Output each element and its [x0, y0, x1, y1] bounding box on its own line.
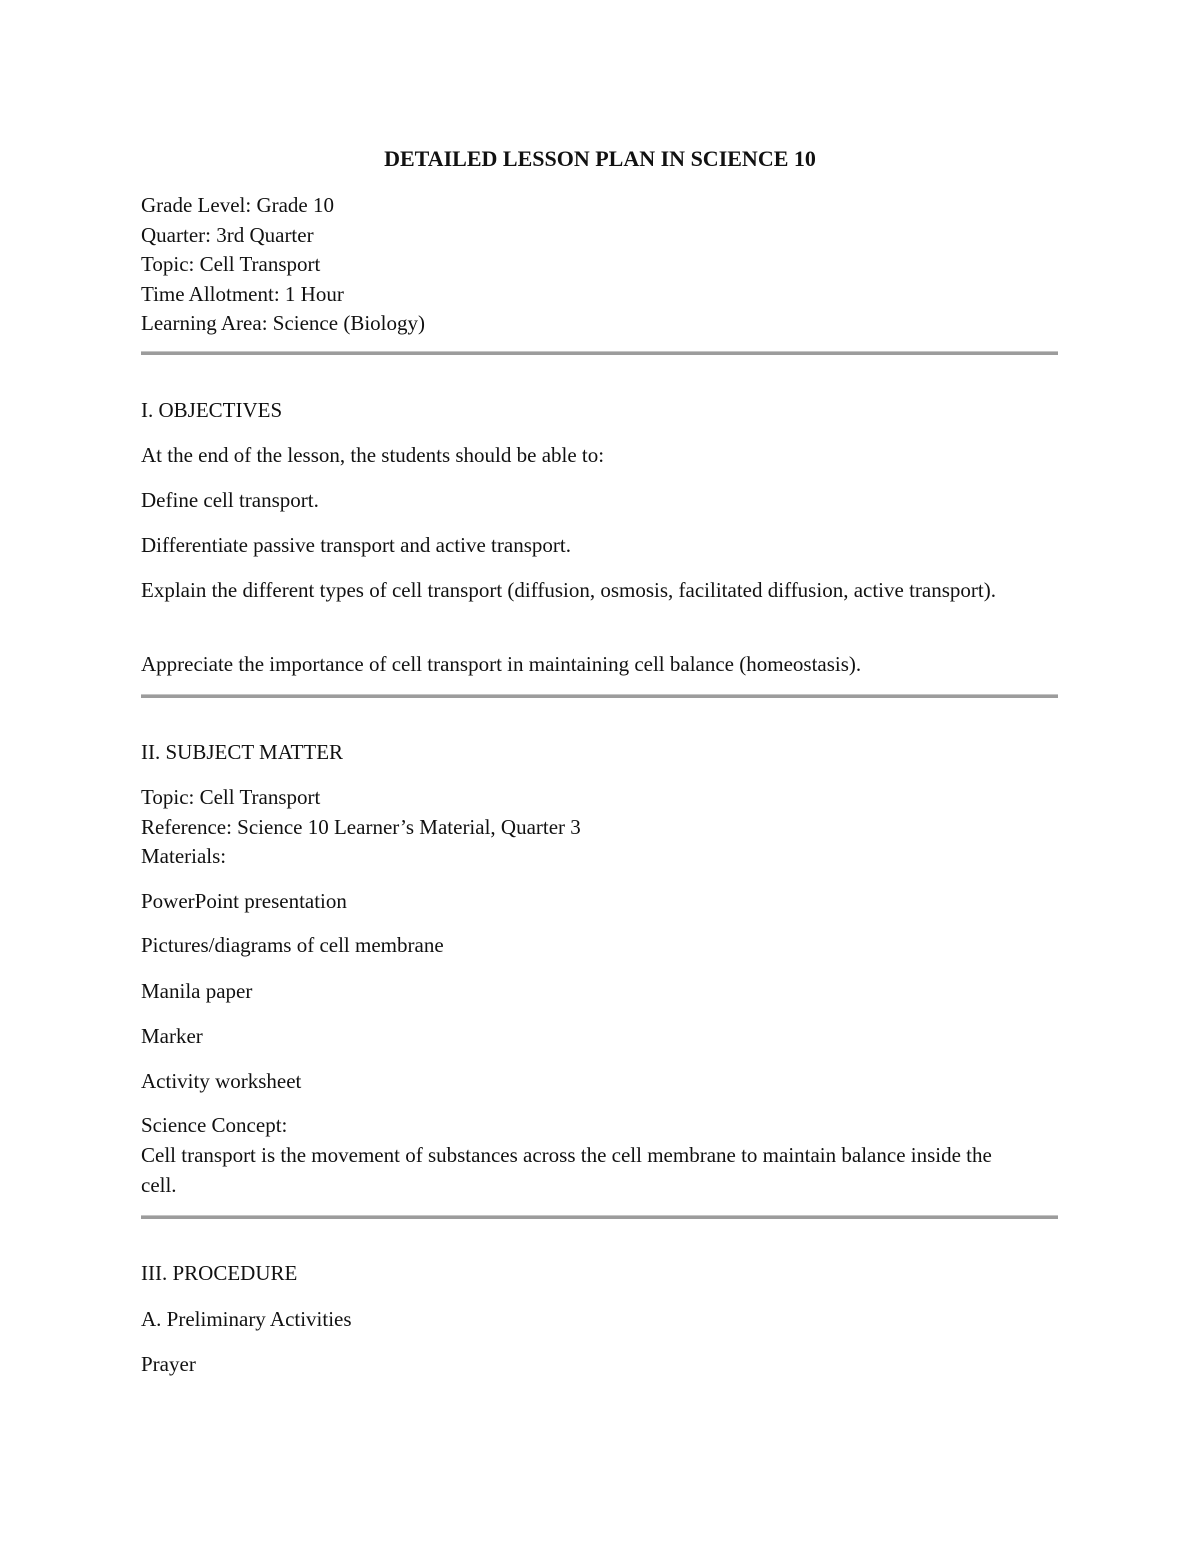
preliminary-activities: A. Preliminary Activities [141, 1307, 352, 1331]
divider [141, 694, 1058, 698]
science-concept-label: Science Concept: [141, 1113, 288, 1137]
materials-label: Materials: [141, 844, 227, 868]
grade-level: Grade Level: Grade 10 [141, 193, 334, 217]
subject-info [141, 783, 581, 872]
learning-area: Learning Area: Science (Biology) [141, 311, 425, 335]
document-title: DETAILED LESSON PLAN IN SCIENCE 10 [384, 146, 816, 171]
divider [141, 351, 1058, 355]
subject-reference: Reference: Science 10 Learner’s Material, Quarter 3 [141, 814, 581, 839]
objective-item: Differentiate passive transport and active transport. [141, 533, 571, 557]
divider [141, 1215, 1058, 1219]
objective-item: Define cell transport. [141, 488, 319, 512]
quarter: Quarter: 3rd Quarter [141, 222, 314, 247]
objective-item: Appreciate the importance of cell transport in maintaining cell balance (homeostasis). [141, 652, 862, 676]
header-info [141, 191, 425, 339]
topic: Topic: Cell Transport [141, 252, 321, 276]
objective-item: Explain the different types of cell transport (diffusion, osmosis, facilitated diffusion, active transport). [141, 578, 996, 602]
time-allotment: Time Allotment: 1 Hour [141, 281, 344, 306]
material-item: PowerPoint presentation [141, 889, 347, 913]
subject-matter-heading: II. SUBJECT MATTER [141, 740, 344, 764]
science-concept: Cell transport is the movement of substances across the cell membrane to maintain balance inside the cell. [141, 1143, 992, 1197]
material-item: Manila paper [141, 979, 253, 1003]
subject-topic: Topic: Cell Transport [141, 785, 321, 809]
objectives-intro: At the end of the lesson, the students should be able to: [141, 443, 605, 467]
procedure-heading: III. PROCEDURE [141, 1261, 298, 1285]
material-item: Pictures/diagrams of cell membrane [141, 933, 444, 957]
objectives-heading: I. OBJECTIVES [141, 398, 283, 422]
material-item: Activity worksheet [141, 1069, 302, 1093]
material-item: Marker [141, 1024, 203, 1048]
procedure-item: Prayer [141, 1352, 196, 1376]
